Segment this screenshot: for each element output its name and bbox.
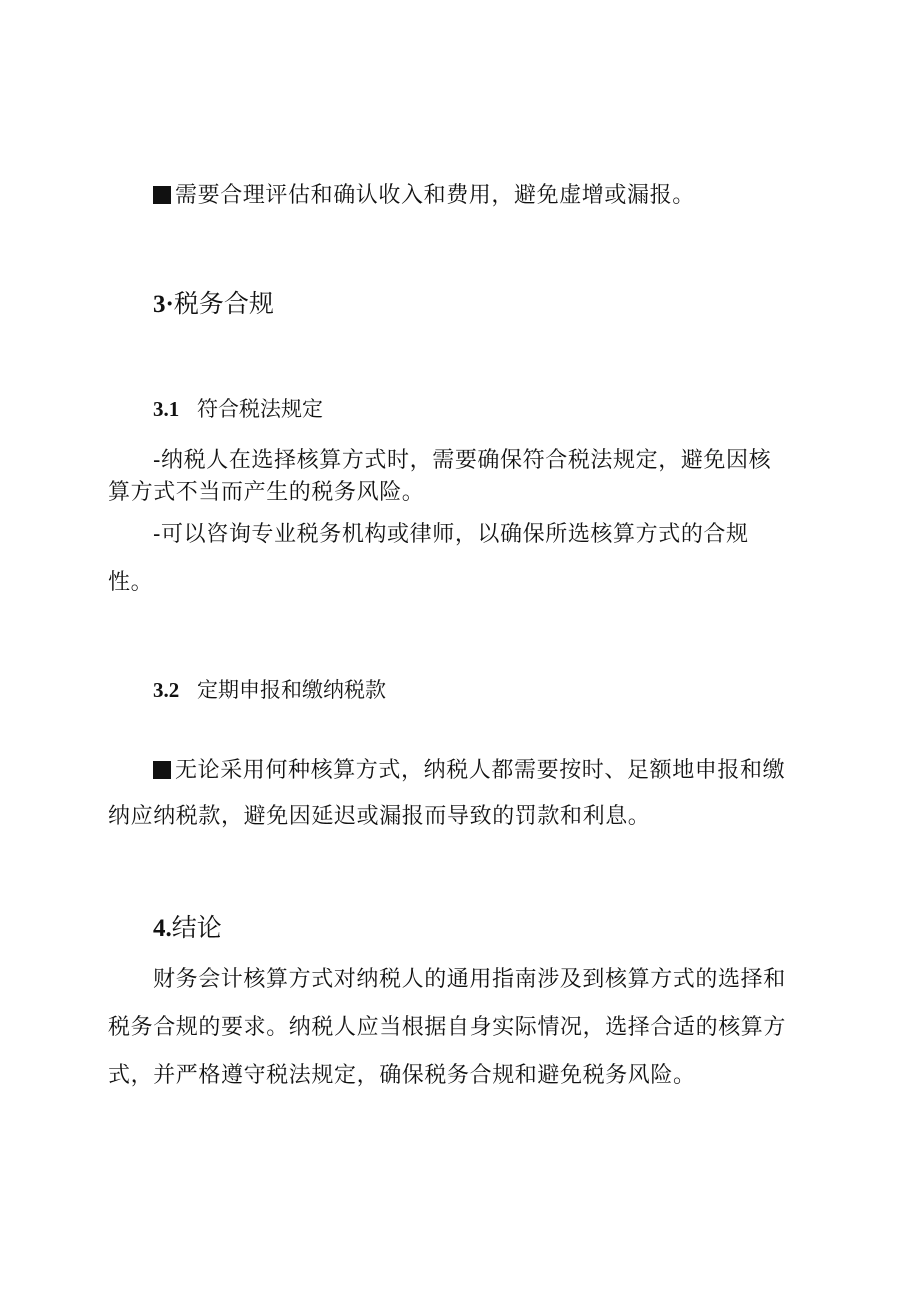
item-1-line-1: -纳税人在选择核算方式时，需要确保符合税法规定，避免因核 (153, 448, 772, 473)
subsection-3-1-heading (153, 395, 323, 423)
section-3-title: 税务合规 (173, 289, 274, 318)
paragraph-3-2-line-2: 纳应纳税款，避免因延迟或漏报而导致的罚款和利息。 (108, 804, 651, 829)
section-4-title: 结论 (171, 913, 222, 942)
subsection-3-2-title: 定期申报和缴纳税款 (197, 678, 386, 702)
conclusion-line-1: 财务会计核算方式对纳税人的通用指南涉及到核算方式的选择和 (153, 967, 786, 992)
section-3-heading (153, 288, 274, 321)
item-1-line-2: 算方式不当而产生的税务风险。 (108, 480, 425, 505)
square-bullet-icon (153, 186, 171, 204)
conclusion-line-3: 式，并严格遵守税法规定，确保税务合规和避免税务风险。 (108, 1063, 696, 1088)
subsection-3-2-number: 3.2 (153, 678, 180, 702)
intro-text: 需要合理评估和确认收入和费用，避免虚增或漏报。 (175, 183, 695, 208)
section-4-number: 4. (153, 915, 172, 942)
item-2-line-2: 性。 (108, 570, 154, 595)
item-2-line-1: -可以咨询专业税务机构或律师，以确保所选核算方式的合规 (153, 522, 749, 547)
paragraph-3-2-line-1 (153, 756, 785, 786)
paragraph-3-2-text-1: 无论采用何种核算方式，纳税人都需要按时、足额地申报和缴 (175, 758, 786, 783)
conclusion-line-2: 税务合规的要求。纳税人应当根据自身实际情况，选择合适的核算方 (108, 1015, 787, 1040)
subsection-3-1-number: 3.1 (153, 397, 180, 421)
intro-paragraph (153, 181, 695, 211)
subsection-3-1-title: 符合税法规定 (197, 397, 323, 421)
square-bullet-icon (153, 761, 171, 779)
section-4-heading (153, 912, 222, 945)
subsection-3-2-heading (153, 676, 386, 704)
section-3-number: 3· (153, 291, 174, 318)
